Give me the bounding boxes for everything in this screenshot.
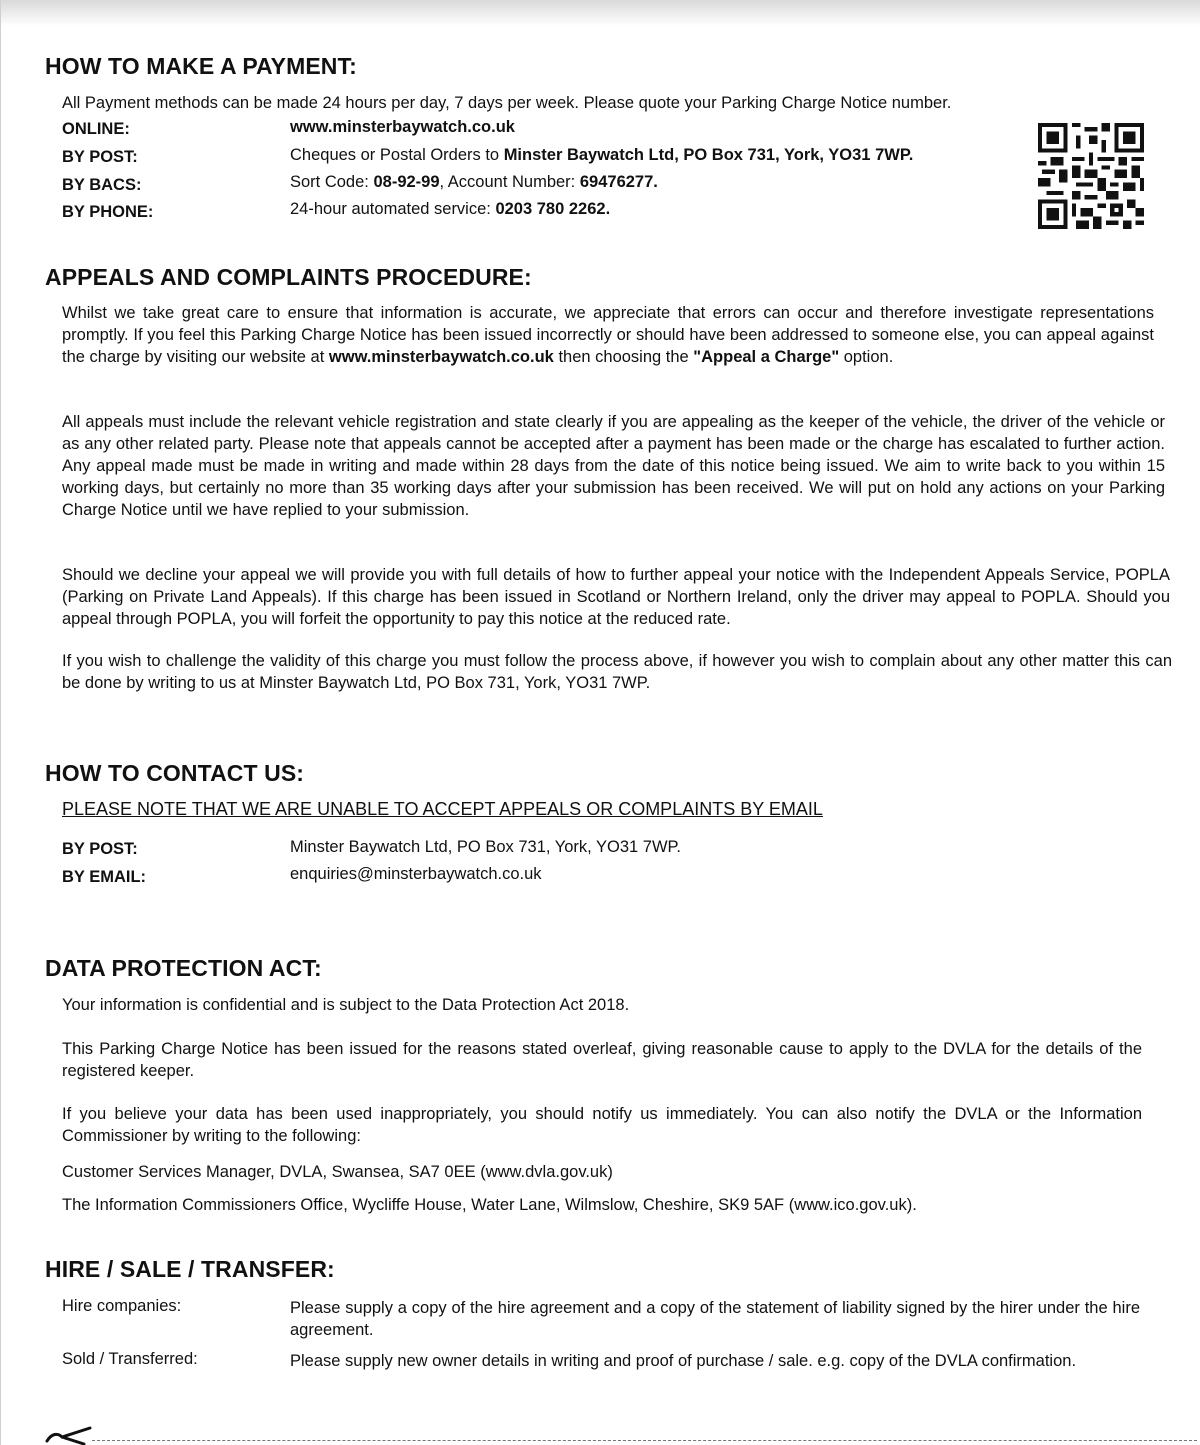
sold-transferred-label: Sold / Transferred: [62,1350,198,1368]
data-protection-heading: DATA PROTECTION ACT: [45,955,322,981]
appeals-paragraph-1 [62,302,1154,368]
phone-label: BY PHONE: [62,203,154,221]
account-label: , Account Number: [439,173,580,191]
appeals-p1-text-b: then choosing the [553,348,694,366]
post-address: Minster Baywatch Ltd, PO Box 731, York, YO31 7WP. [503,146,914,164]
dp-paragraph-1: Your information is confidential and is subject to the Data Protection Act 2018. [62,996,630,1014]
hire-companies-label: Hire companies: [62,1297,182,1315]
sort-code: 08-92-99 [373,173,440,191]
dp-paragraph-3: If you believe your data has been used inappropriately, you should notify us immediately. You can also notify the DVLA or the Information Commissioner by writing to the following: [62,1105,1142,1145]
appeals-paragraph-4: If you wish to challenge the validity of this charge you must follow the process above, if however you wish to complain about any other matter this can be done by writing to us at Minster Baywatch Ltd, PO Box 731, York, YO31 7WP. [62,652,1172,692]
email-notice: PLEASE NOTE THAT WE ARE UNABLE TO ACCEPT APPEALS OR COMPLAINTS BY EMAIL [62,799,823,819]
phone-value [290,200,610,219]
appeals-paragraph-3: Should we decline your appeal we will provide you with full details of how to further appeal your notice with the Independent Appeals Service, POPLA (Parking on Private Land Appeals). If this charge has been issued in Scotland or Northern Ireland, only the driver may appeal to POPLA. Should you appeal through POPLA, you will forfeit the opportunity to pay this notice at the reduced rate. [62,566,1170,628]
payment-intro: All Payment methods can be made 24 hours per day, 7 days per week. Please quote your Parking Charge Notice number. [62,94,952,112]
bacs-label: BY BACS: [62,176,142,194]
payment-heading: HOW TO MAKE A PAYMENT: [45,53,357,79]
online-link[interactable]: www.minsterbaywatch.co.uk [290,118,515,136]
dp-dvla-address: Customer Services Manager, DVLA, Swansea, SA7 0EE (www.dvla.gov.uk) [62,1163,613,1181]
appeals-p1-text-c: option. [839,348,894,366]
post-label: BY POST: [62,148,138,166]
dp-paragraph-2: This Parking Charge Notice has been issued for the reasons stated overleaf, giving reasonable cause to apply to the DVLA for the details of the registered keeper. [62,1040,1142,1080]
phone-number: 0203 780 2262. [495,200,611,218]
contact-post-address: Minster Baywatch Ltd, PO Box 731, York, YO31 7WP. [290,838,682,856]
online-label: ONLINE: [62,120,130,138]
contact-post-label: BY POST: [62,840,138,858]
appeals-website-link[interactable]: www.minsterbaywatch.co.uk [328,348,554,366]
hire-heading: HIRE / SALE / TRANSFER: [45,1256,335,1282]
sold-transferred-text: Please supply new owner details in writing and proof of purchase / sale. e.g. copy of the DVLA confirmation. [290,1352,1077,1370]
dp-ico-address: The Information Commissioners Office, Wycliffe House, Water Lane, Wilmslow, Cheshire, SK9 5AF (www.ico.gov.uk). [62,1196,917,1214]
cut-line [92,1440,1197,1441]
sort-code-label: Sort Code: [290,173,374,191]
contact-heading: HOW TO CONTACT US: [45,760,305,786]
contact-email-label: BY EMAIL: [62,868,147,886]
post-prefix: Cheques or Postal Orders to [290,146,504,164]
appeals-p1-text: Whilst we take great care to ensure that information is accurate, we appreciate that errors can occur and therefore investigate representations promptly. If you feel this Parking Charge Notice has been issued incorrectly or should have been addressed to someone else, you can appeal against the charge by visiting our website at [62,304,1154,366]
qr-code-icon [1038,123,1144,229]
hire-companies-text: Please supply a copy of the hire agreement and a copy of the statement of liability signed by the hirer under the hire agreement. [290,1299,1140,1339]
bacs-value [290,173,658,192]
contact-email-link[interactable]: enquiries@minsterbaywatch.co.uk [290,865,542,883]
appeals-paragraph-2: All appeals must include the relevant vehicle registration and state clearly if you are appealing as the keeper of the vehicle, the driver of the vehicle or as any other related party. Please note that appeals cannot be accepted after a payment has been made or the charge has escalated to further action. Any appeal made must be made in writing and made within 28 days from the date of this notice being issued. We aim to write back to you within 15 working days, but certainly no more than 35 working days after your submission has been received. We will put on hold any actions on your Parking Charge Notice until we have replied to your submission. [62,413,1165,519]
post-value [290,146,913,165]
appeal-option-name: "Appeal a Charge" [693,348,840,366]
scissors-icon [44,1425,94,1445]
account-number: 69476277. [579,173,658,191]
phone-prefix: 24-hour automated service: [290,200,496,218]
appeals-heading: APPEALS AND COMPLAINTS PROCEDURE: [45,264,532,290]
